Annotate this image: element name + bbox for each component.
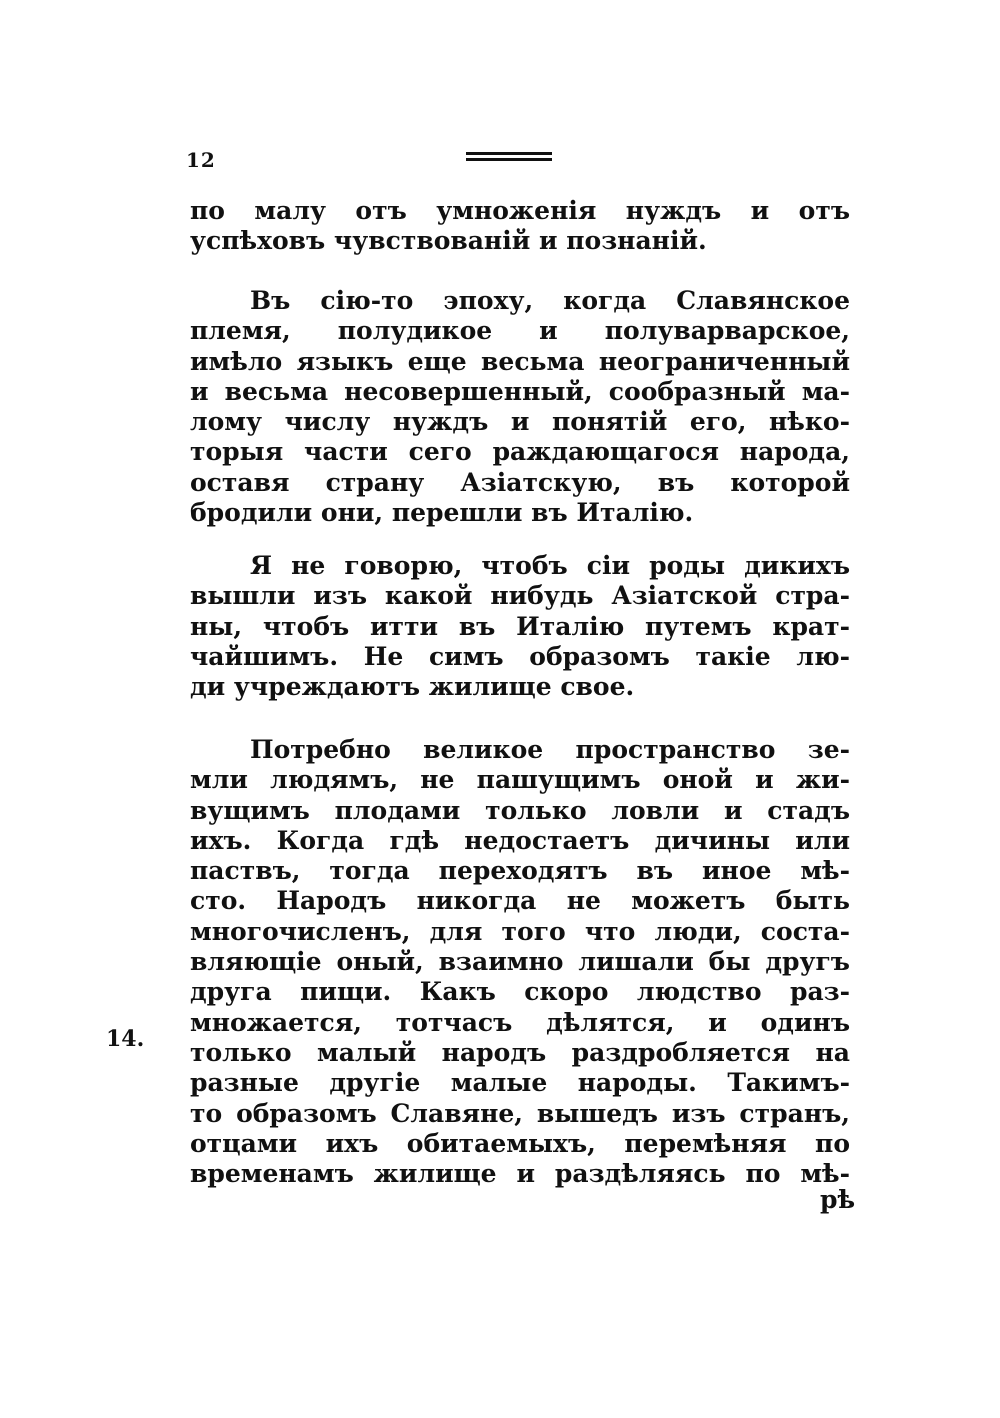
text-line: лому числу нуждъ и понятій его, нѣко-	[190, 407, 850, 437]
text-line: ны, чтобъ итти въ Италію путемъ крат-	[190, 611, 850, 641]
text-line: разные другіе малые народы. Такимъ-	[190, 1068, 850, 1098]
text-line: множается, тотчасъ дѣлятся, и одинъ	[190, 1007, 850, 1037]
catchword: рѣ	[820, 1185, 856, 1214]
paragraph-2	[190, 286, 850, 528]
text-line: многочисленъ, для того что люди, соста-	[190, 916, 850, 946]
text-line: то образомъ Славяне, вышедъ изъ странъ,	[190, 1098, 850, 1128]
text-line: успѣховъ чувствованій и познаній.	[190, 226, 707, 256]
paragraph-1	[190, 196, 850, 257]
text-line: друга пищи. Какъ скоро людство раз-	[190, 977, 850, 1007]
text-line: Потребно великое пространство зе-	[250, 735, 850, 764]
margin-section-number: 14.	[106, 1026, 145, 1052]
paragraph-4	[190, 735, 850, 1189]
text-line: племя, полудикое и полуварварское,	[190, 316, 850, 346]
text-line: сто. Народъ никогда не можетъ быть	[190, 886, 850, 916]
text-line: ихъ. Когда гдѣ недостаетъ дичины или	[190, 825, 850, 855]
text-line: и весьма несовершенный, сообразный ма-	[190, 376, 850, 406]
text-line: торыя части сего раждающагося народа,	[190, 437, 850, 467]
text-line: Въ сію-то эпоху, когда Славянское	[250, 286, 850, 315]
text-line: по малу отъ умноженія нуждъ и отъ	[190, 196, 850, 225]
page-number: 12	[186, 148, 216, 172]
text-line: вляющіе оный, взаимно лишали бы другъ	[190, 947, 850, 977]
text-line: Я не говорю, чтобъ сіи роды дикихъ	[250, 551, 850, 580]
text-line: оставя страну Азіатскую, въ которой	[190, 467, 850, 497]
text-line: чайшимъ. Не симъ образомъ такіе лю-	[190, 641, 850, 671]
text-line: имѣло языкъ еще весьма неограниченный	[190, 346, 850, 376]
text-line: вущимъ плодами только ловли и стадъ	[190, 795, 850, 825]
text-line: только малый народъ раздробляется на	[190, 1037, 850, 1067]
header-rule-ornament	[466, 152, 552, 162]
text-line: отцами ихъ обитаемыхъ, перемѣняя по	[190, 1128, 850, 1158]
text-line: вышли изъ какой нибудь Азіатской стра-	[190, 581, 850, 611]
text-line: бродили они, перешли въ Италію.	[190, 498, 694, 528]
paragraph-3	[190, 551, 850, 702]
text-line: временамъ жилище и раздѣляясь по мѣ-	[190, 1159, 850, 1189]
text-line: ди учреждаютъ жилище свое.	[190, 672, 635, 702]
text-line: паствъ, тогда переходятъ въ иное мѣ-	[190, 856, 850, 886]
text-line: мли людямъ, не пашущимъ оной и жи-	[190, 765, 850, 795]
